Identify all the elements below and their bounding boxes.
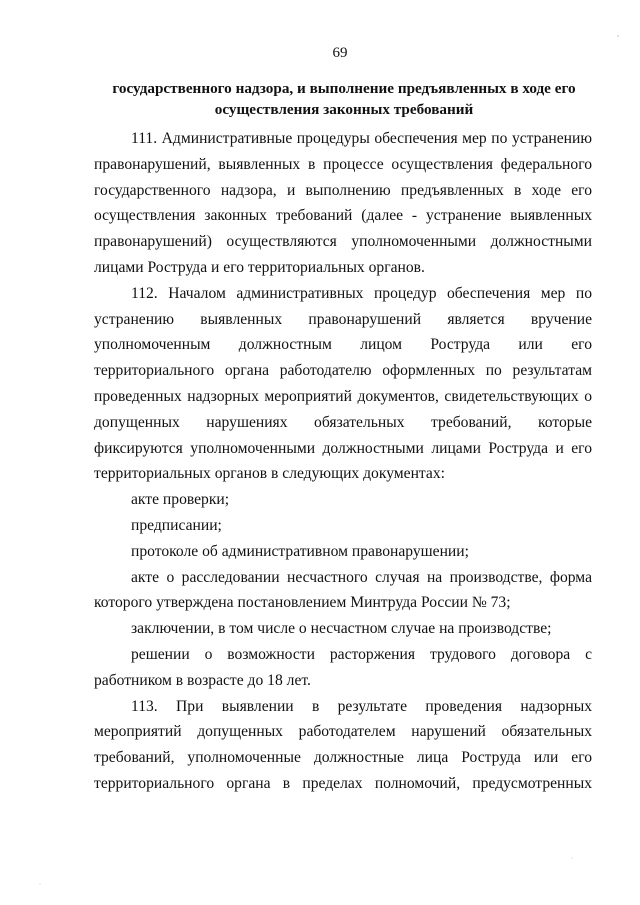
list-item-termination-decision: решении о возможности расторжения трудового договора с работником в возрасте до 18 лет. [94, 645, 592, 689]
list-item-inspection-act: акте проверки; [131, 491, 230, 509]
paragraph-111: 111. Административные процедуры обеспечения мер по устранению правонарушений, выявленных в процессе осуществления федерального государственного надзора, и выполнению предъявленных в ходе его осуществления законных требований (далее - устранение выявленных правонарушений) осуществляются уполномоченными должностными лицами Роструда и его территориальных органов. [94, 130, 592, 276]
paragraph-113: 113. При выявлении в результате проведения надзорных мероприятий допущенных работодателем нарушений обязательных требований, уполномоченные должностные лица Роструда или его территориального органа в пределах полномочий, предусмотренных [94, 697, 592, 792]
list-item-accident-investigation-act: акте о расследовании несчастного случая на производстве, форма которого утверждена постановлением Минтруда России № 73; [94, 568, 592, 612]
document-body [94, 126, 592, 797]
list-item-violation-protocol: протоколе об административном правонарушении; [131, 542, 469, 560]
list-item-conclusion: заключении, в том числе о несчастном случае на производстве; [131, 620, 552, 638]
section-heading [96, 78, 592, 120]
section-heading-line-1: государственного надзора, и выполнение предъявленных в ходе его [112, 80, 576, 97]
scan-speck [617, 35, 618, 36]
scan-speck [572, 858, 573, 859]
list-item-order: предписании; [131, 516, 222, 534]
scan-speck [40, 884, 41, 885]
section-heading-line-2: осуществления законных требований [214, 101, 474, 118]
paragraph-112: 112. Началом административных процедур обеспечения мер по устранению выявленных правонарушений является вручение уполномоченным должностным лицом Роструда или его территориального органа работодателю оформленных по результатам проведенных надзорных мероприятий документов, свидетельствующих о допущенных нарушениях обязательных требований, которые фиксируются уполномоченными должностными лицами Роструда и его территориальных органов в следующих документах: [94, 284, 592, 483]
page-number: 69 [332, 45, 348, 61]
